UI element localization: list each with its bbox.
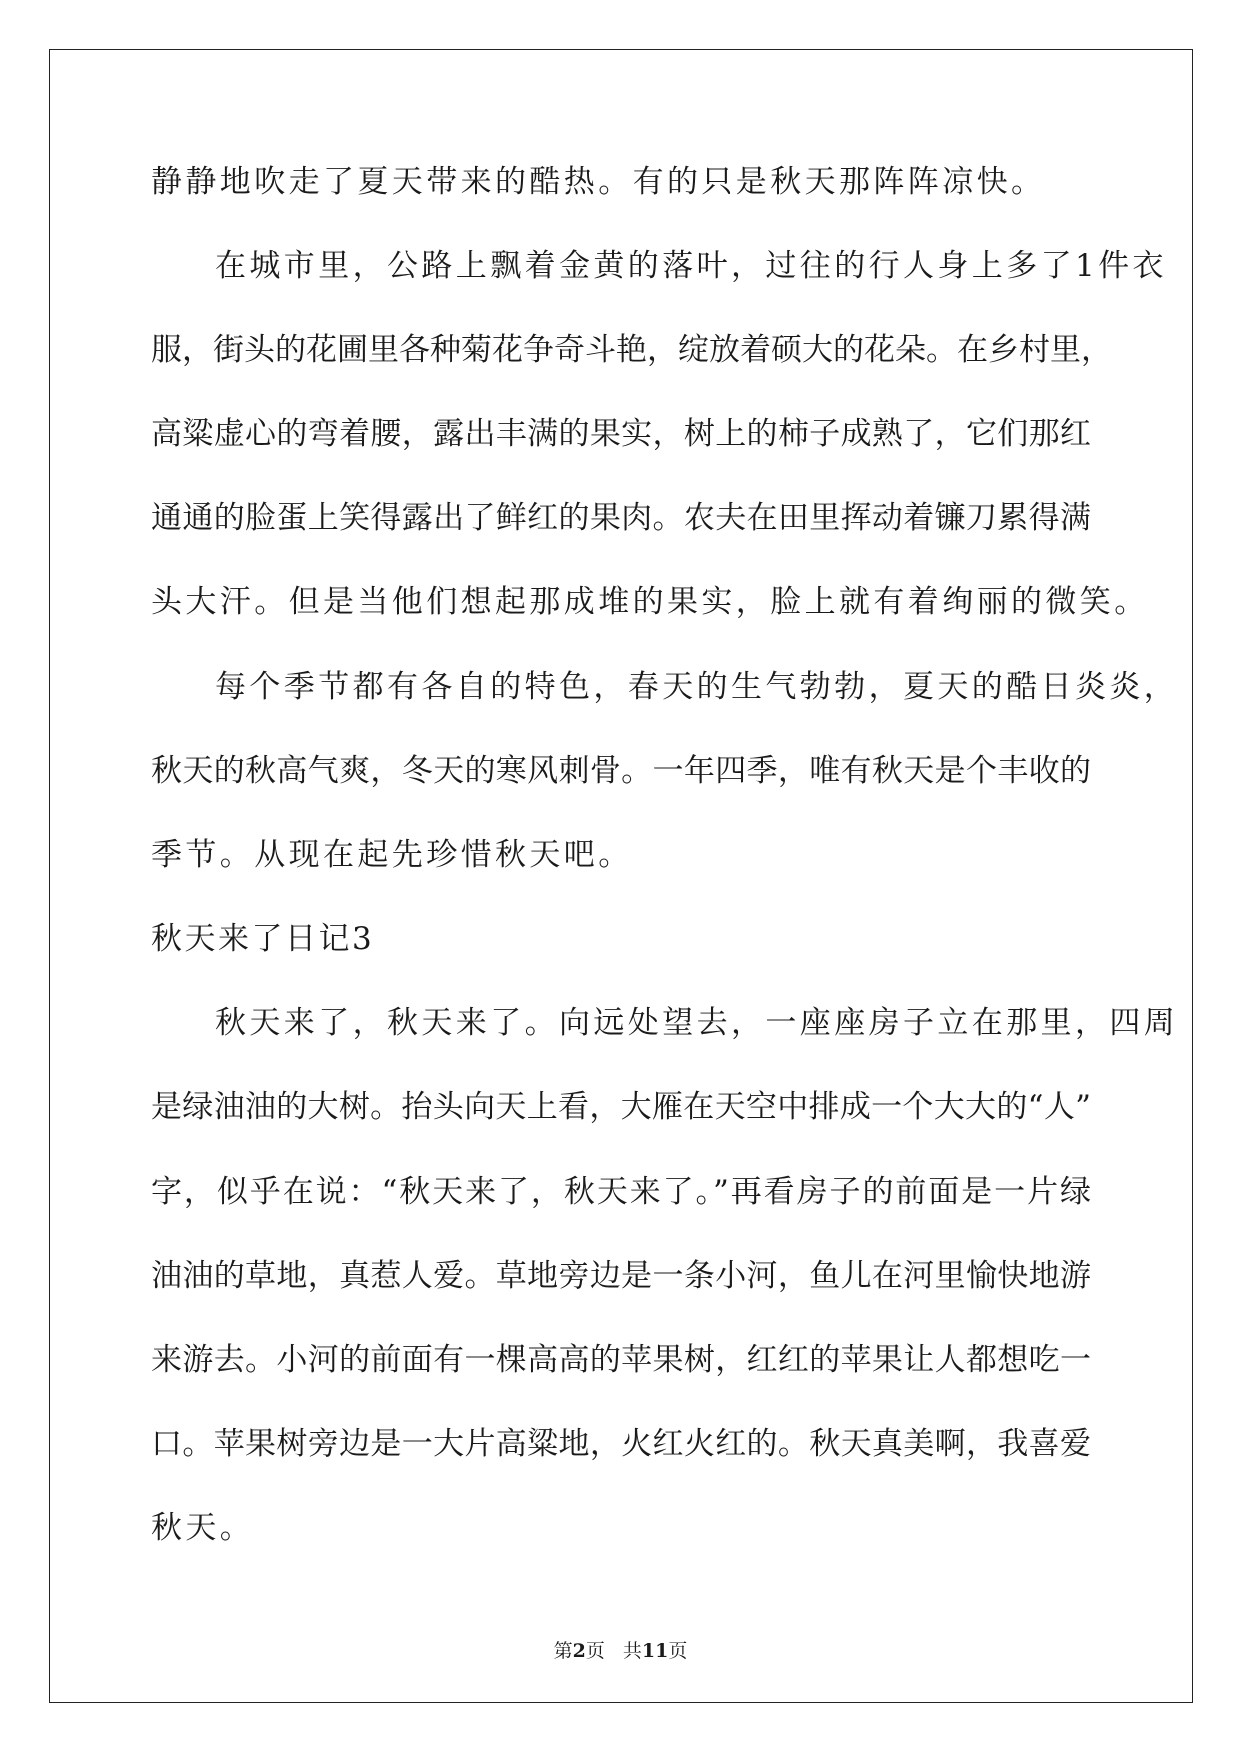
text-line: 服，街头的花圃里各种菊花争奇斗艳，绽放着硕大的花朵。在乡村里， [151,332,1112,368]
page-suffix: 页 [585,1640,605,1662]
text-line: 通通的脸蛋上笑得露出了鲜红的果肉。农夫在田里挥动着镰刀累得满 [151,500,1091,536]
text-line: 高粱虚心的弯着腰，露出丰满的果实，树上的柿子成熟了，它们那红 [151,416,1091,452]
text-line: 来游去。小河的前面有一棵高高的苹果树，红红的苹果让人都想吃一 [151,1342,1091,1378]
page-prefix: 第 [553,1640,573,1662]
text-line: 口。苹果树旁边是一大片高粱地，火红火红的。秋天真美啊，我喜爱 [151,1426,1091,1462]
paragraph-start-line: 每个季节都有各自的特色，春天的生气勃勃，夏天的酷日炎炎， [215,669,1179,705]
text-line: 秋天。 [151,1510,255,1546]
page-number: 2 [572,1640,586,1662]
page-footer [0,1639,1241,1663]
total-suffix: 页 [668,1640,688,1662]
section-heading: 秋天来了日记3 [151,921,375,957]
total-prefix: 共 [622,1640,642,1662]
paragraph-start-line: 秋天来了，秋天来了。向远处望去，一座座房子立在那里，四周 [215,1005,1179,1041]
text-line: 季节。从现在起先珍惜秋天吧。 [151,837,633,873]
total-pages: 11 [641,1640,669,1662]
text-line: 油油的草地，真惹人爱。草地旁边是一条小河，鱼儿在河里愉快地游 [151,1258,1091,1294]
text-line: 字，似乎在说：“秋天来了，秋天来了。”再看房子的前面是一片绿 [151,1174,1091,1210]
text-line: 头大汗。但是当他们想起那成堆的果实，脸上就有着绚丽的微笑。 [151,584,1149,620]
text-line: 是绿油油的大树。抬头向天上看，大雁在天空中排成一个大大的“人” [151,1089,1091,1125]
text-line: 秋天的秋高气爽，冬天的寒风刺骨。一年四季，唯有秋天是个丰收的 [151,753,1091,789]
text-line: 静静地吹走了夏天带来的酷热。有的只是秋天那阵阵凉快。 [151,164,1046,200]
paragraph-start-line: 在城市里，公路上飘着金黄的落叶，过往的行人身上多了1件衣 [215,248,1167,284]
